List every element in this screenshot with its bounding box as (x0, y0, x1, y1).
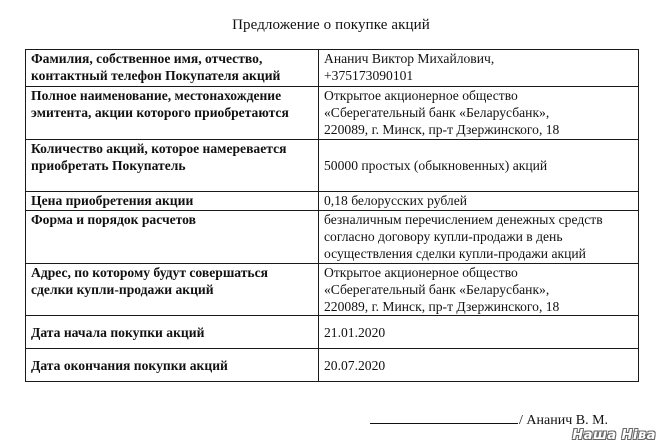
value-line: 21.01.2020 (324, 324, 386, 340)
table-row-start-date (26, 316, 639, 349)
row-value (319, 50, 639, 87)
table-row-address (26, 264, 639, 316)
row-label (26, 211, 319, 264)
row-value (319, 264, 639, 316)
table-row-payment (26, 211, 639, 264)
row-label (26, 349, 319, 382)
value-line: +375173090101 (324, 68, 414, 83)
row-label (26, 50, 319, 87)
row-value (319, 140, 639, 192)
value-line: Ананич Виктор Михайлович, (324, 51, 495, 66)
table-row-end-date (26, 349, 639, 382)
signature-name: / Ананич В. М. (519, 413, 609, 428)
signature-block (370, 410, 608, 429)
value-line: 50000 простых (обыкновенных) акций (324, 158, 548, 173)
value-line: осуществления сделки купли-продажи акций (324, 246, 586, 261)
label-line: сделки купли-продажи акций (31, 282, 214, 297)
offer-table (25, 49, 639, 382)
row-label (26, 192, 319, 211)
value-line: «Сберегательный банк «Беларусбанк», (324, 105, 550, 120)
value-line: Открытое акционерное общество (324, 88, 518, 103)
label-line: Полное наименование, местонахождение (31, 88, 282, 103)
label-line: Адрес, по которому будут совершаться (31, 265, 268, 280)
watermark-logo: Наша Ніва (572, 428, 656, 443)
table-row-quantity (26, 140, 639, 192)
row-value (319, 192, 639, 211)
signature-line (370, 410, 518, 424)
row-label (26, 140, 319, 192)
label-line: Дата окончания покупки акций (31, 357, 228, 373)
table-row-issuer (26, 87, 639, 140)
row-value (319, 349, 639, 382)
value-line: согласно договору купли-продажи в день (324, 229, 563, 244)
label-line: Форма и порядок расчетов (31, 212, 196, 227)
row-value (319, 87, 639, 140)
label-line: эмитента, акции которого приобретаются (31, 105, 289, 120)
row-label (26, 87, 319, 140)
value-line: 20.07.2020 (324, 357, 386, 373)
table-row-price (26, 192, 639, 211)
label-line: контактный телефон Покупателя акций (31, 68, 281, 83)
value-line: 220089, г. Минск, пр-т Дзержинского, 18 (324, 299, 560, 314)
row-value (319, 211, 639, 264)
row-label (26, 316, 319, 349)
row-label (26, 264, 319, 316)
label-line: Количество акций, которое намеревается (31, 141, 287, 156)
document-title: Предложение о покупке акций (232, 17, 430, 33)
label-line: Дата начала покупки акций (31, 324, 205, 340)
value-line: 220089, г. Минск, пр-т Дзержинского, 18 (324, 122, 560, 137)
table-row-buyer (26, 50, 639, 87)
value-line: Открытое акционерное общество (324, 265, 518, 280)
value-line: «Сберегательный банк «Беларусбанк», (324, 282, 550, 297)
value-line: безналичным перечислением денежных средств (324, 212, 603, 227)
label-line: Цена приобретения акции (31, 193, 194, 208)
label-line: приобретать Покупатель (31, 158, 186, 173)
value-line: 0,18 белорусских рублей (324, 193, 467, 208)
row-value (319, 316, 639, 349)
label-line: Фамилия, собственное имя, отчество, (31, 51, 263, 66)
